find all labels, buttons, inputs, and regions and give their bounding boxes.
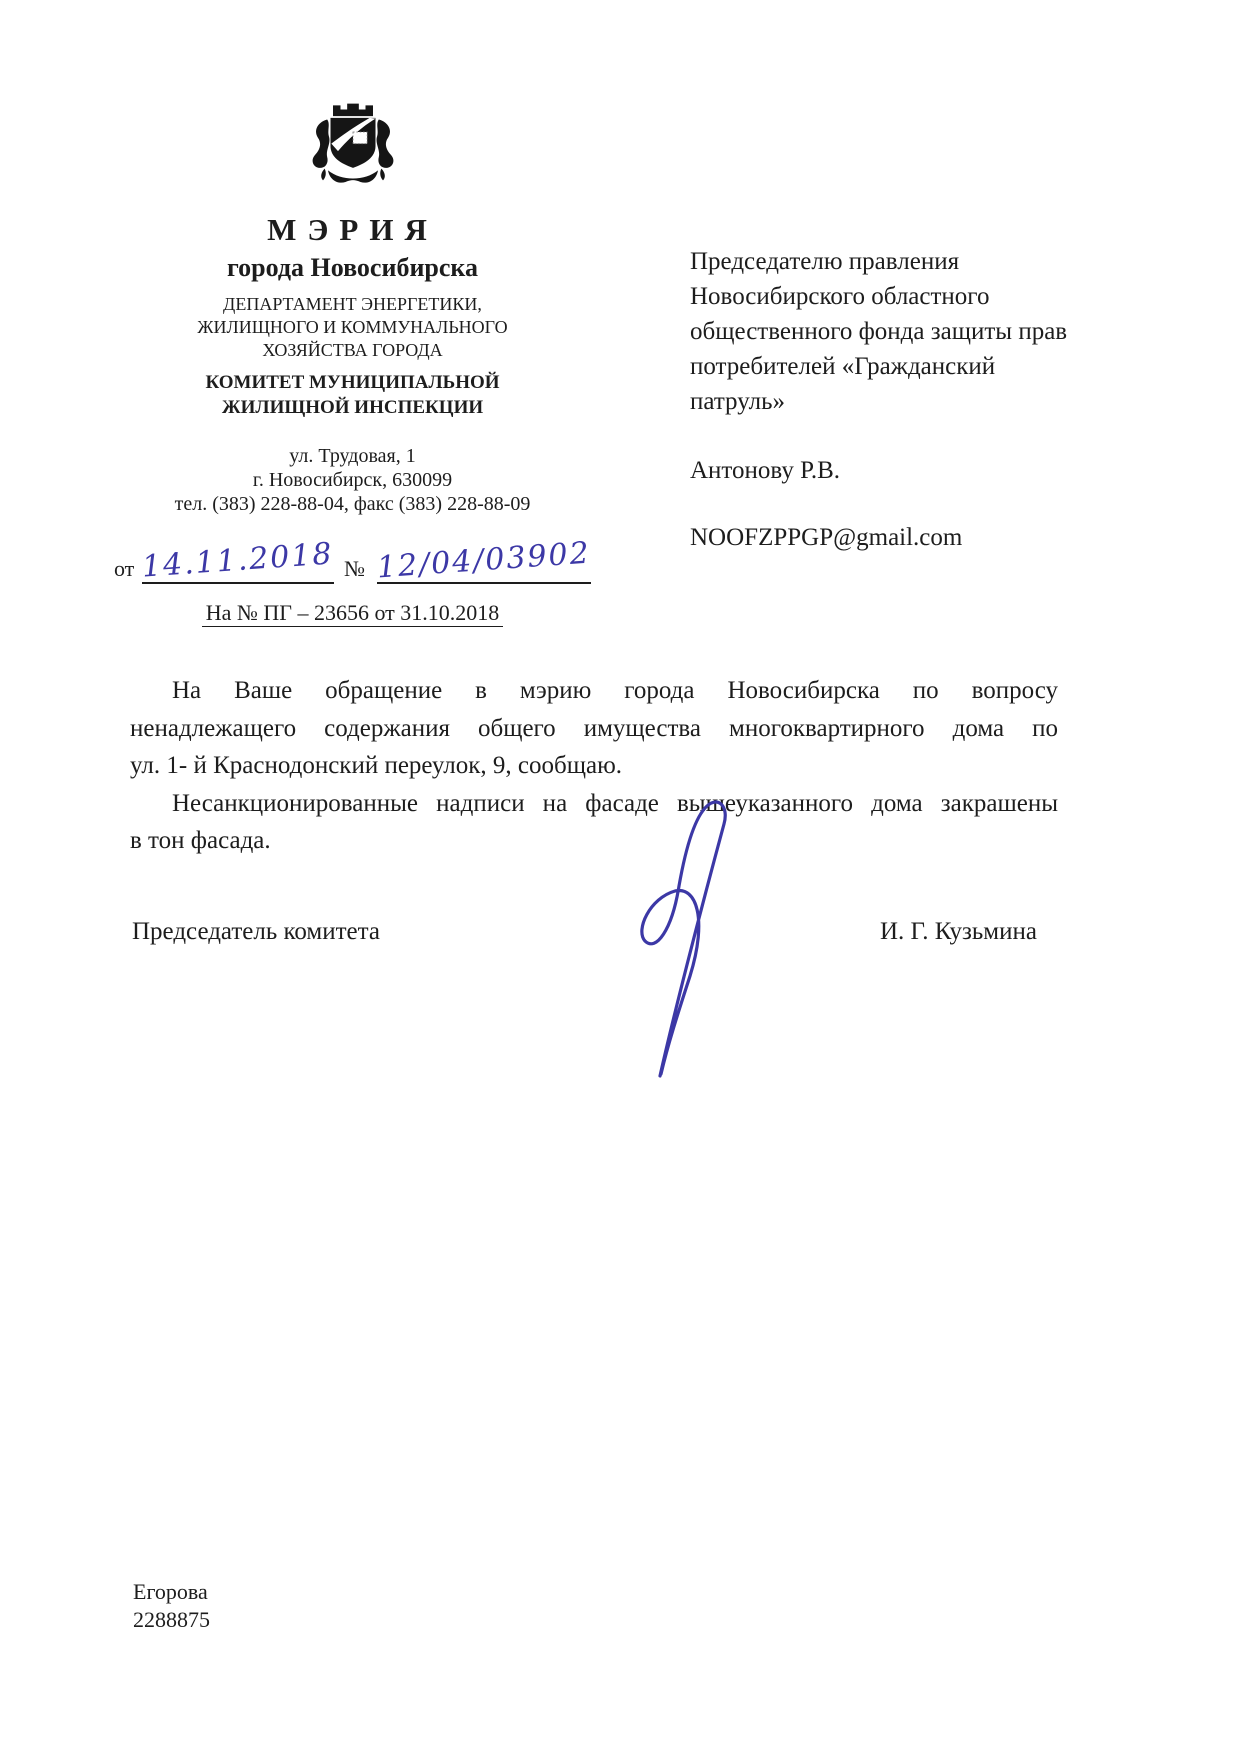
- handwritten-signature-icon: [628, 790, 768, 1080]
- date-underline-field: [141, 536, 335, 585]
- recipient-email: NOOFZPPGP@gmail.com: [690, 524, 963, 551]
- committee-line: КОМИТЕТ МУНИЦИПАЛЬНОЙ: [205, 372, 500, 393]
- recipient-address-line: общественного фонда защиты прав: [690, 318, 1068, 345]
- letterhead: [95, 100, 610, 626]
- handwritten-number: 12/04/03902: [375, 535, 592, 586]
- recipient-block: [690, 244, 1090, 555]
- org-name-city: города Новосибирска: [226, 253, 479, 282]
- incoming-reference-line: [95, 600, 610, 626]
- letter-body: [130, 672, 1058, 860]
- department-line: ДЕПАРТАМЕНТ ЭНЕРГЕТИКИ,: [223, 294, 482, 314]
- novosibirsk-coat-of-arms-icon: [303, 100, 403, 194]
- department-line: ЖИЛИЩНОГО И КОММУНАЛЬНОГО: [197, 317, 508, 337]
- body-paragraph2-line: в тон фасада.: [130, 827, 271, 855]
- executor-phone: 2288875: [133, 1607, 210, 1632]
- executor-block: [133, 1578, 210, 1634]
- outgoing-date-number-line: [95, 535, 610, 586]
- incoming-reference-text: На № ПГ – 23656 от 31.10.2018: [202, 600, 504, 627]
- body-paragraph1-line: ненадлежащего содержания общего имущества многоквартирного дома по: [130, 714, 1058, 742]
- body-paragraph1-line: На Ваше обращение в мэрию города Новосибирска по вопросу: [172, 677, 1058, 704]
- recipient-address-line: Новосибирского областного: [690, 283, 990, 310]
- phone-fax: тел. (383) 228-88-04, факс (383) 228-88-09: [174, 493, 531, 515]
- recipient-name: Антонову Р.В.: [690, 457, 841, 484]
- number-label: №: [344, 556, 366, 581]
- department-line: ХОЗЯЙСТВА ГОРОДА: [262, 340, 443, 360]
- recipient-address-line: потребителей «Гражданский: [690, 353, 996, 380]
- signer-position-title: Председатель комитета: [132, 918, 380, 945]
- number-underline-field: [375, 535, 592, 586]
- date-label: от: [113, 556, 135, 581]
- executor-name: Егорова: [133, 1579, 208, 1604]
- city-postcode: г. Новосибирск, 630099: [252, 469, 453, 491]
- body-paragraph1-line: ул. 1- й Краснодонский переулок, 9, сообщаю.: [130, 752, 623, 780]
- org-name-main: МЭРИЯ: [267, 212, 438, 247]
- committee-line: ЖИЛИЩНОЙ ИНСПЕКЦИИ: [221, 397, 484, 418]
- signer-name: И. Г. Кузьмина: [880, 918, 1037, 945]
- recipient-address-line: Председателю правления: [690, 248, 960, 275]
- street-address: ул. Трудовая, 1: [289, 445, 416, 467]
- handwritten-date: 14.11.2018: [141, 536, 335, 585]
- committee-name: [95, 370, 610, 420]
- department-name: [95, 293, 610, 362]
- recipient-address-line: патруль»: [690, 388, 786, 415]
- body-paragraph2-line: Несанкционированные надписи на фасаде вышеуказанного дома закрашены: [172, 789, 1058, 817]
- contact-block: [95, 444, 610, 516]
